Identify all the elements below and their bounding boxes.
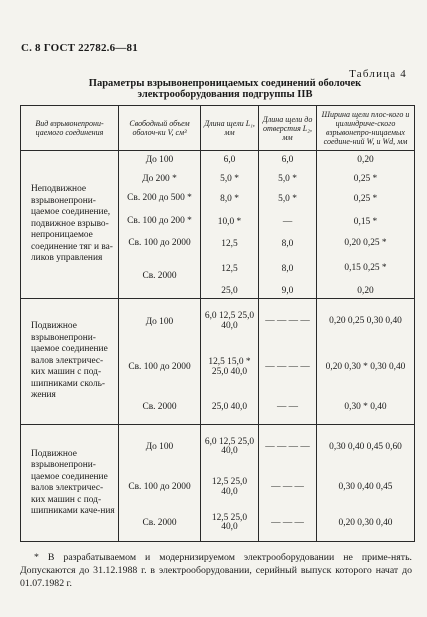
cell-width-text: 0,30 0,40 0,45: [338, 481, 393, 492]
cell-l1-text: 6,0 12,5 25,0 40,0: [204, 436, 255, 457]
cell-l1: 12,5: [201, 255, 259, 284]
cell-volume: До 100: [119, 425, 201, 470]
col-header-volume: Свободный объем оболоч-ки V, см³: [119, 106, 201, 151]
cell-l1-text: 12,5 25,0 40,0: [211, 512, 248, 533]
cell-l2-text: — — — —: [265, 316, 310, 327]
cell-volume-text: Св. 200 до 500 *: [127, 193, 192, 204]
cell-l2-text: — — —: [271, 481, 304, 492]
cell-l2: [259, 470, 317, 506]
table-number: Таблица 4: [349, 68, 407, 80]
cell-l2: [259, 345, 317, 391]
table-row: [21, 425, 415, 470]
cell-width: [317, 425, 415, 470]
cell-l2-text: — — — —: [265, 441, 310, 452]
cell-l2: [259, 425, 317, 470]
cell-l2: 5,0 *: [259, 170, 317, 188]
col-header-width: Ширина щели плос-кого и цилиндриче-ского взрывонепро-ницаемых соедине-ний W, и Wd, мм: [317, 106, 415, 151]
cell-width: [317, 233, 415, 255]
cell-l2: —: [259, 211, 317, 233]
cell-width: [317, 391, 415, 425]
cell-width-text: 0,30 0,40 0,45 0,60: [329, 441, 402, 452]
table-title-line-2: электрооборудования подгруппы IIВ: [137, 89, 313, 100]
cell-volume: Св. 2000: [119, 506, 201, 542]
cell-l2: [259, 391, 317, 425]
cell-volume: [119, 188, 201, 211]
cell-width-text: 0,20 0,25 *: [344, 237, 387, 248]
cell-volume-text: Св. 100 до 2000: [128, 481, 191, 492]
cell-width: [317, 255, 415, 284]
cell-l1: 12,5: [201, 233, 259, 255]
cell-l2: 9,0: [259, 284, 317, 299]
cell-l2: [259, 299, 317, 345]
cell-l2-text: — —: [276, 401, 299, 412]
cell-width: [317, 470, 415, 506]
cell-width: 0,25 *: [317, 170, 415, 188]
group-kind-label: Подвижное взрывонепрони-цаемое соединение валов электричес-ких машин с под-шипниками сколь-жения: [21, 299, 119, 425]
cell-volume-text: Св. 100 до 200 *: [127, 215, 192, 226]
cell-volume: До 200 *: [119, 170, 201, 188]
cell-width: [317, 506, 415, 542]
cell-width: 0,20: [317, 151, 415, 170]
cell-width: 0,25 *: [317, 188, 415, 211]
cell-l1: 8,0 *: [201, 188, 259, 211]
cell-width-text: 0,20 0,25 0,30 0,40: [329, 316, 402, 327]
footnote: * В разрабатываемом и модернизируемом электрооборудовании не приме-нять. Допускаются до 31.12.1988 г. в электрооборудовании, серийный выпуск которого начат до 01.07.1982 г.: [20, 552, 412, 589]
cell-width-text: 0,15 0,25 *: [344, 263, 387, 274]
cell-volume: До 100: [119, 151, 201, 170]
cell-width: [317, 345, 415, 391]
cell-l1: 5,0 *: [201, 170, 259, 188]
cell-width-text: 0,20 0,30 0,40: [338, 517, 393, 528]
cell-width: [317, 299, 415, 345]
cell-l1-text: 25,0 40,0: [211, 401, 248, 412]
cell-volume: [119, 345, 201, 391]
cell-l1-text: 6,0 12,5 25,0 40,0: [204, 311, 255, 331]
col-header-l1: Длина щели L₁, мм: [201, 106, 259, 151]
cell-l2: 6,0: [259, 151, 317, 170]
cell-l1-text: 12,5 25,0 40,0: [211, 477, 248, 497]
cell-l2: 8,0: [259, 233, 317, 255]
table-title-line-1: Параметры взрывонепроницаемых соединений оболочек: [88, 78, 362, 89]
cell-l1: [201, 345, 259, 391]
cell-volume-text: Св. 100 до 2000: [128, 361, 191, 372]
cell-l1: 10,0 *: [201, 211, 259, 233]
parameters-table: [20, 105, 415, 542]
header-row: [21, 106, 415, 151]
cell-volume: Св. 2000: [119, 255, 201, 299]
cell-volume: Св. 2000: [119, 391, 201, 425]
col-header-l2: Длина щели до отверстия L₂, мм: [259, 106, 317, 151]
cell-l1: [201, 470, 259, 506]
group-kind-label: Подвижное взрывонепрони-цаемое соединение валов электричес-ких машин с под-шипниками каче-ния: [21, 425, 119, 542]
cell-volume: [119, 233, 201, 255]
table-row: [21, 151, 415, 170]
cell-l1: 6,0: [201, 151, 259, 170]
cell-width-text: 0,20 0,30 * 0,30 0,40: [325, 361, 406, 372]
col-header-kind: Вид взрывонепрони-цаемого соединения: [21, 106, 119, 151]
table-row: [21, 299, 415, 345]
cell-width-text: 0,30 * 0,40: [344, 401, 387, 412]
cell-l2: [259, 506, 317, 542]
page-header: С. 8 ГОСТ 22782.6—81: [21, 42, 138, 54]
cell-l1: [201, 391, 259, 425]
cell-volume: [119, 211, 201, 233]
cell-l1: 25,0: [201, 284, 259, 299]
cell-l1: [201, 425, 259, 470]
cell-volume: До 100: [119, 299, 201, 345]
cell-width: 0,20: [317, 284, 415, 299]
cell-l1: [201, 299, 259, 345]
cell-l1-text: 12,5 15,0 * 25,0 40,0: [208, 357, 251, 377]
cell-l1: [201, 506, 259, 542]
group-kind-label: Неподвижное взрывонепрони-цаемое соединение, подвижное взрыво-непроницаемое соединение тяг и ва-ликов управления: [21, 151, 119, 299]
cell-volume-text: Св. 100 до 2000: [128, 237, 191, 248]
cell-l2-text: — — —: [271, 517, 304, 528]
cell-l2: 5,0 *: [259, 188, 317, 211]
table-title: [60, 78, 390, 100]
cell-volume: [119, 470, 201, 506]
cell-l2: 8,0: [259, 255, 317, 284]
cell-l2-text: — — — —: [265, 361, 310, 372]
cell-width: 0,15 *: [317, 211, 415, 233]
